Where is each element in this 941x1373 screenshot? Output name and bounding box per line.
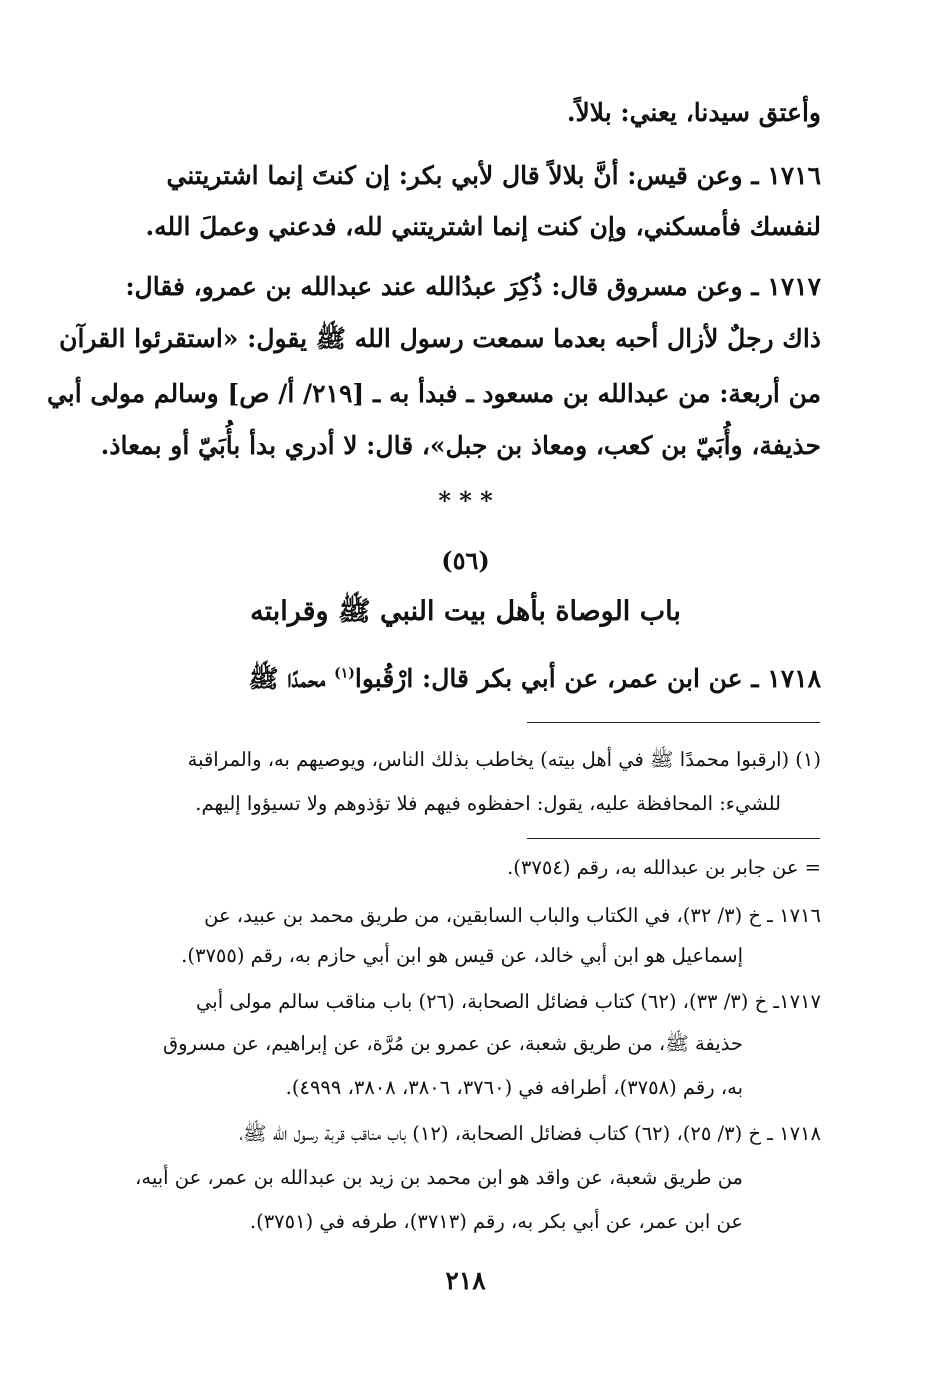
hadith-1717-line-3: من أربعة: من عبدالله بن مسعود ـ فبدأ به ـ [٢١٩/ أ/ ص] وسالم مولى أبي [46,379,821,408]
footnote-separator [527,722,820,723]
takhrij-1716-line-2: إسماعيل هو ابن أبي خالد، عن قيس هو ابن أبي حازم به، رقم (٣٧٥٥). [181,944,743,967]
hadith-1718-line-1 [248,666,821,691]
hadith-1718-text: ١٧١٨ ـ عن ابن عمر، عن أبي بكر قال: ارْقُبوا [354,664,821,693]
takhrij-continuation: = عن جابر بن عبدالله به، رقم (٣٧٥٤). [507,856,821,879]
footnote-line-1: (١) (ارقبوا محمدًا ﷺ في أهل بيته) يخاطب بذلك الناس، ويوصيهم به، والمراقبة [187,748,821,771]
takhrij-separator [527,838,820,839]
takhrij-1717-line-1: ١٧١٧ـ خ (٣/ ٣٣)، (٦٢) كتاب فضائل الصحابة، (٢٦) باب مناقب سالم مولى أبي [196,990,821,1013]
footnote-line-2: للشيء: المحافظة عليه، يقول: احفظوه فيهم فلا تؤذوهم ولا تسيؤوا إليهم. [195,792,781,815]
takhrij-1716-line-1: ١٧١٦ ـ خ (٣/ ٣٢)، في الكتاب والباب السابقين، من طريق محمد بن عبيد، عن [204,904,821,927]
takhrij-1717-line-3: به، رقم (٣٧٥٨)، أطرافه في (٣٧٦٠، ٣٨٠٦، ٣٨٠٨، ٤٩٩٩). [285,1076,743,1099]
hadith-1716-line-2: لنفسك فأمسكني، وإن كنت إنما اشتريتني لله، فدعني وعملَ الله. [145,212,821,241]
section-divider-stars: * * * [438,486,493,515]
section-number: (٥٦) [441,546,490,575]
hadith-1717-line-2: ذاك رجلٌ لأزال أحبه بعدما سمعت رسول الله ﷺ يقول: «استقرئوا القرآن [59,324,821,353]
hadith-1718-text-end: محمدًا ﷺ [248,664,335,693]
section-title: باب الوصاة بأهل بيت النبي ﷺ وقرابته [250,596,681,627]
takhrij-1718-line-1: ١٧١٨ ـ خ (٣/ ٢٥)، (٦٢) كتاب فضائل الصحابة، (١٢) باب مناقب قربة رسول الله ﷺ، [239,1122,821,1145]
footnote-marker: (١) [334,665,355,682]
body-line: وأعتق سيدنا، يعني: بلالاً. [566,98,821,127]
hadith-1716-line-1: ١٧١٦ ـ وعن قيس: أنَّ بلالاً قال لأبي بكر: إن كنتَ إنما اشتريتني [166,161,821,190]
page-number: ٢١٨ [445,1266,486,1295]
takhrij-1718-line-3: عن ابن عمر، عن أبي بكر به، رقم (٣٧١٣)، طرفه في (٣٧٥١). [249,1210,743,1233]
takhrij-1717-line-2: حذيفة ﷺ، من طريق شعبة، عن عمرو بن مُرَّة، عن إبراهيم، عن مسروق [162,1032,743,1055]
hadith-1717-line-1: ١٧١٧ ـ وعن مسروق قال: ذُكِرَ عبدُالله عند عبدالله بن عمرو، فقال: [125,272,821,301]
takhrij-1718-line-2: من طريق شعبة، عن واقد هو ابن محمد بن زيد بن عبدالله بن عمر، عن أبيه، [135,1166,743,1189]
hadith-1717-line-4: حذيفة، وأُبَيّ بن كعب، ومعاذ بن جبل»، قال: لا أدري بدأ بأُبَيّ أو بمعاذ. [100,431,821,460]
